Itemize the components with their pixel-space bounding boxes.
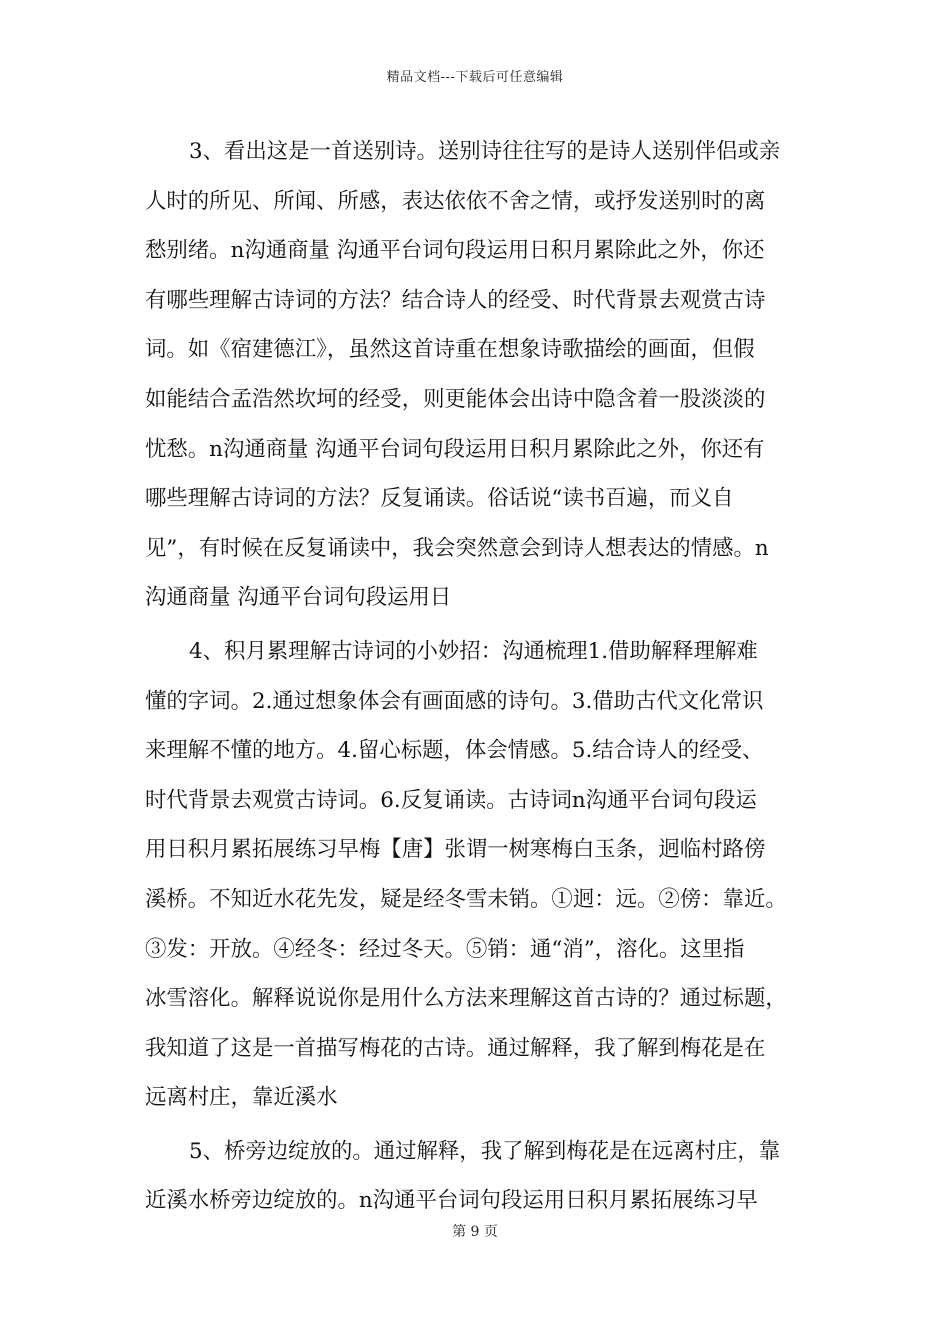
text-line: 愁别绪。n沟通商量 沟通平台词句段运用日积月累除此之外，你还: [145, 238, 765, 264]
text-line: 如能结合孟浩然坎坷的经受，则更能体会出诗中隐含着一股淡淡的: [145, 386, 766, 412]
text-line: 冰雪溶化。解释说说你是用什么方法来理解这首古诗的？通过标题，: [145, 986, 787, 1012]
document-body: [145, 134, 817, 1233]
paragraph-3: [145, 134, 817, 630]
page-number: 第 9 页: [452, 1224, 498, 1240]
text-line: 见”，有时候在反复诵读中，我会突然意会到诗人想表达的情感。n: [145, 535, 769, 561]
text-line: 有哪些理解古诗词的方法？结合诗人的经受、时代背景去观赏古诗: [145, 287, 766, 313]
text-line: ③发：开放。④经冬：经过冬天。⑤销：通“消”，溶化。这里指: [145, 936, 745, 962]
text-line: 我知道了这是一首描写梅花的古诗。通过解释，我了解到梅花是在: [145, 1035, 766, 1061]
text-line: 词。如《宿建德江》，虽然这首诗重在想象诗歌描绘的画面，但假: [145, 337, 755, 363]
page-header: 精品文档---下载后可任意编辑: [386, 70, 564, 85]
paragraph-4: [145, 634, 817, 1130]
text-line: 近溪水桥旁边绽放的。n沟通平台词句段运用日积月累拓展练习早: [145, 1188, 758, 1214]
text-line: 哪些理解古诗词的方法？反复诵读。俗话说“读书百遍，而义自: [145, 486, 734, 512]
text-line: 远离村庄，靠近溪水: [145, 1085, 338, 1111]
text-line: 懂的字词。2.通过想象体会有画面感的诗句。3.借助古代文化常识: [145, 688, 764, 714]
text-line: 4、积月累理解古诗词的小妙招：沟通梳理1.借助解释理解难: [189, 638, 758, 664]
text-line: 用日积月累拓展练习早梅【唐】张谓一树寒梅白玉条，迥临村路傍: [145, 837, 766, 863]
text-line: 忧愁。n沟通商量 沟通平台词句段运用日积月累除此之外，你还有: [145, 436, 765, 462]
text-line: 5、桥旁边绽放的。通过解释，我了解到梅花是在远离村庄，靠: [189, 1138, 781, 1164]
text-line: 来理解不懂的地方。4.留心标题，体会情感。5.结合诗人的经受、: [145, 738, 764, 764]
text-line: 时代背景去观赏古诗词。6.反复诵读。古诗词n沟通平台词句段运: [145, 787, 757, 813]
paragraph-5: [145, 1134, 817, 1233]
text-line: 人时的所见、所闻、所感，表达依依不舍之情，或抒发送别时的离: [145, 188, 766, 214]
text-line: 3、看出这是一首送别诗。送别诗往往写的是诗人送别伴侣或亲: [189, 139, 781, 164]
text-line: 溪桥。不知近水花先发，疑是经冬雪未销。①迥：远。②傍：靠近。: [145, 886, 787, 912]
text-line: 沟通商量 沟通平台词句段运用日: [145, 585, 452, 611]
